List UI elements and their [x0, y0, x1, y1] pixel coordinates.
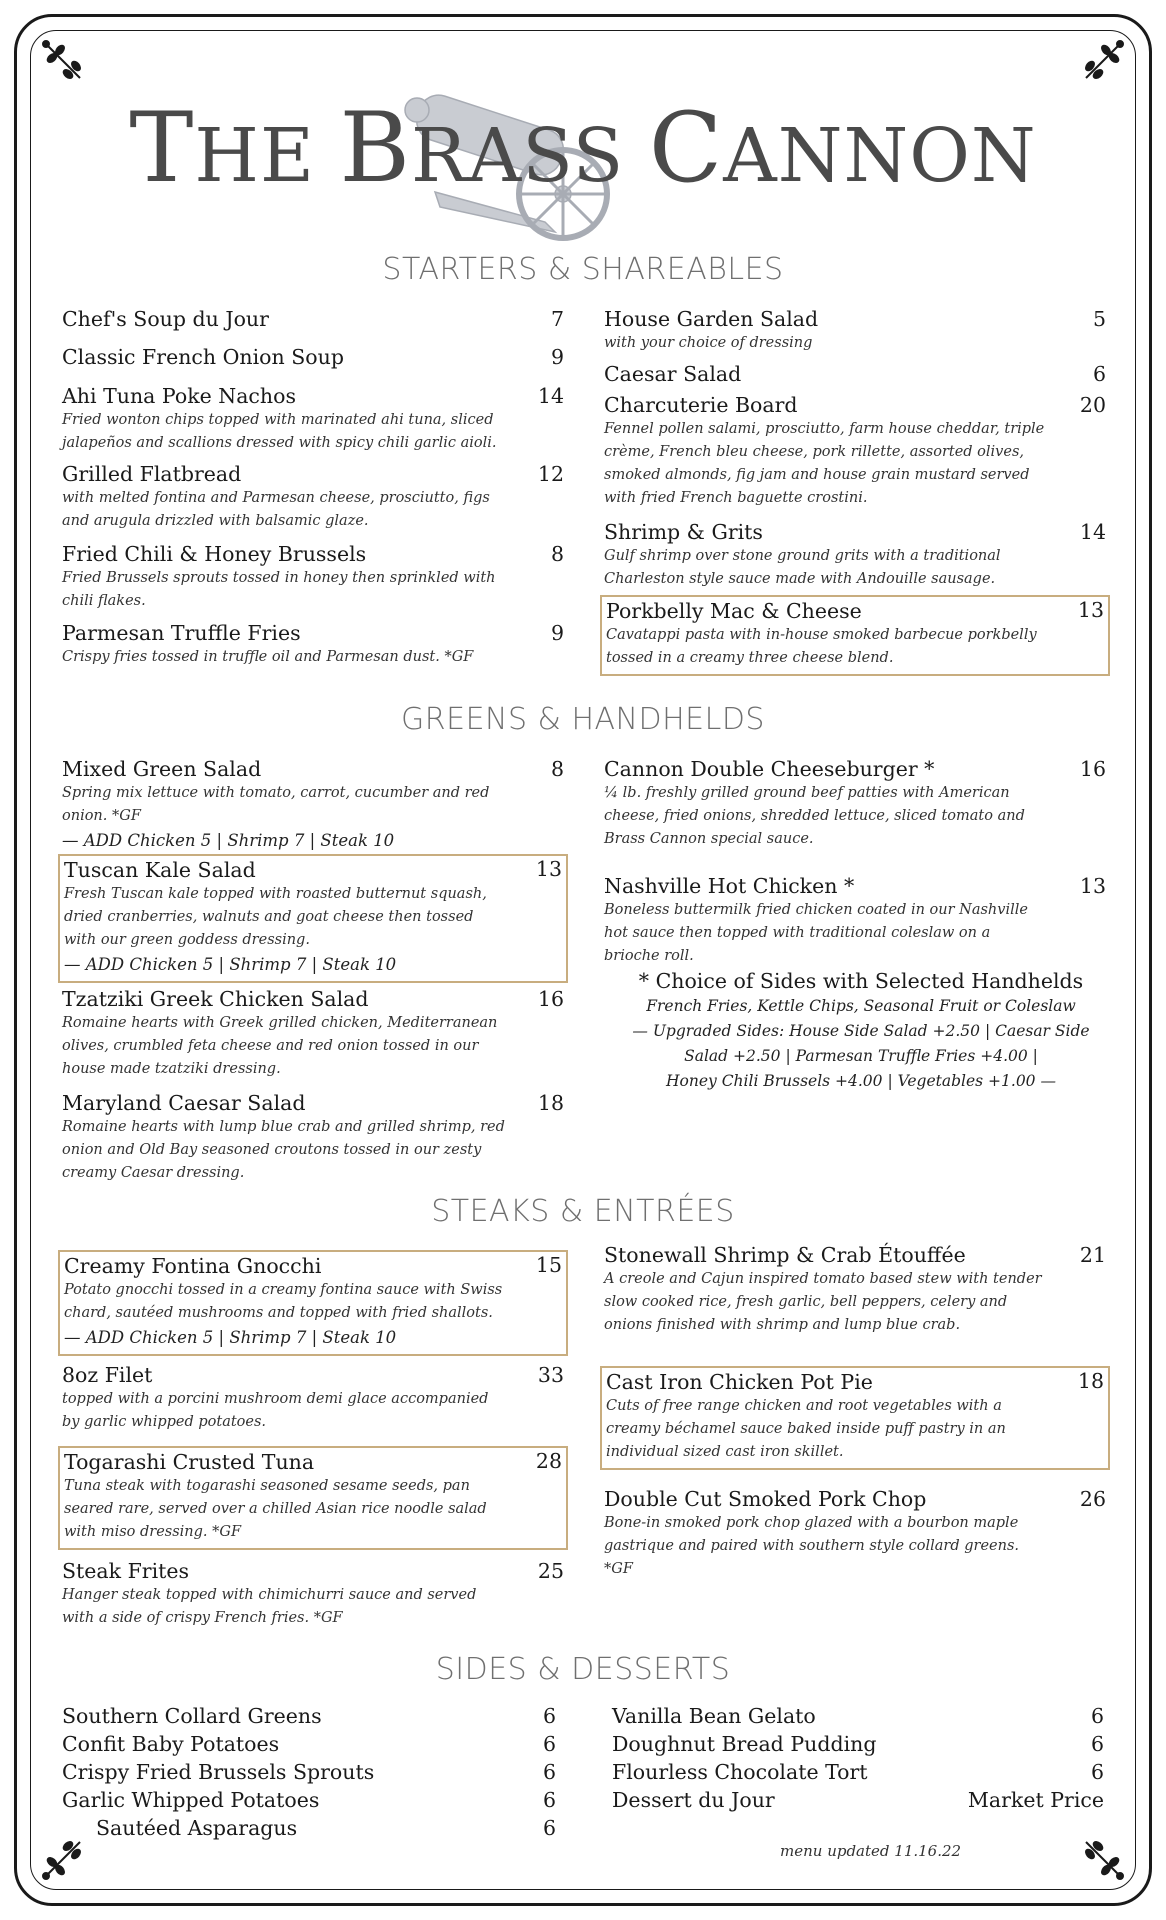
- side-item: Southern Collard Greens 6: [62, 1704, 556, 1728]
- corner-ornament-icon: [38, 1836, 86, 1884]
- menu-item-featured: Cast Iron Chicken Pot Pie 18 Cuts of free range chicken and root vegetables with a creamy béchamel sauce baked inside puff pastry in an individual sized cast iron skillet.: [600, 1366, 1110, 1470]
- dessert-item: Dessert du Jour Market Price: [612, 1788, 1104, 1812]
- menu-item: Shrimp & Grits 14 Gulf shrimp over stone ground grits with a traditional Charleston style sauce made with Andouille sausage.: [604, 520, 1106, 587]
- side-item: Garlic Whipped Potatoes 6: [62, 1788, 556, 1812]
- menu-item: Fried Chili & Honey Brussels 8 Fried Brussels sprouts tossed in honey then sprinkled with chili flakes.: [62, 542, 564, 609]
- menu-item: Classic French Onion Soup 9: [62, 345, 564, 369]
- section-title-steaks: STEAKS & ENTRÉES: [431, 1194, 735, 1229]
- restaurant-title: THE BRASS CANNON: [129, 92, 1037, 204]
- menu-item: Stonewall Shrimp & Crab Étouffée 21 A creole and Cajun inspired tomato based stew with tender slow cooked rice, fresh garlic, bell peppers, celery and onions finished with shrimp and lump blue crab.: [604, 1243, 1106, 1333]
- menu-item-featured: Togarashi Crusted Tuna 28 Tuna steak with togarashi seasoned sesame seeds, pan seared rare, served over a chilled Asian rice noodle salad with miso dressing. *GF: [58, 1446, 568, 1550]
- menu-item: Grilled Flatbread 12 with melted fontina and Parmesan cheese, prosciutto, figs and arugula drizzled with balsamic glaze.: [62, 462, 564, 529]
- menu-item: Parmesan Truffle Fries 9 Crispy fries tossed in truffle oil and Parmesan dust. *GF: [62, 621, 564, 665]
- menu-item-featured: Porkbelly Mac & Cheese 13 Cavatappi pasta with in-house smoked barbecue porkbelly tossed in a creamy three cheese blend.: [600, 595, 1110, 676]
- corner-ornament-icon: [1080, 36, 1128, 84]
- side-item: Sautéed Asparagus 6: [96, 1816, 556, 1840]
- section-title-sides: SIDES & DESSERTS: [435, 1652, 731, 1687]
- menu-item: Chef's Soup du Jour 7: [62, 307, 564, 331]
- section-title-greens: GREENS & HANDHELDS: [401, 702, 765, 737]
- menu-item: House Garden Salad 5 with your choice of dressing: [604, 307, 1106, 351]
- menu-item: Ahi Tuna Poke Nachos 14 Fried wonton chips topped with marinated ahi tuna, sliced jalapeños and scallions dressed with spicy chili garlic aioli.: [62, 384, 564, 451]
- menu-item: Charcuterie Board 20 Fennel pollen salami, prosciutto, farm house cheddar, triple crème, French bleu cheese, pork rillette, assorted olives, smoked almonds, fig jam and house grain mustard served with fried French baguette crostini.: [604, 393, 1106, 506]
- dessert-item: Vanilla Bean Gelato 6: [612, 1704, 1104, 1728]
- side-item: Crispy Fried Brussels Sprouts 6: [62, 1760, 556, 1784]
- corner-ornament-icon: [38, 36, 86, 84]
- handheld-sides-note: * Choice of Sides with Selected Handhelds French Fries, Kettle Chips, Seasonal Fruit or Coleslaw — Upgraded Sides: House Side Salad +2.50 | Caesar Side Salad +2.50 | Parmesan Truffle Fries +4.00 | Honey Chili Brussels +4.00 | Vegetables +1.00 —: [632, 969, 1090, 1090]
- menu-item: Double Cut Smoked Pork Chop 26 Bone-in smoked pork chop glazed with a bourbon maple gastrique and paired with southern style collard greens. *GF: [604, 1487, 1106, 1577]
- menu-item-featured: Creamy Fontina Gnocchi 15 Potato gnocchi tossed in a creamy fontina sauce with Swiss chard, sautéed mushrooms and topped with fried shallots. — ADD Chicken 5 | Shrimp 7 | Steak 10: [58, 1250, 568, 1356]
- dessert-item: Flourless Chocolate Tort 6: [612, 1760, 1104, 1784]
- menu-item: Steak Frites 25 Hanger steak topped with chimichurri sauce and served with a side of crispy French fries. *GF: [62, 1559, 564, 1626]
- menu-item: Nashville Hot Chicken * 13 Boneless buttermilk fried chicken coated in our Nashville hot sauce then topped with traditional coleslaw on a brioche roll.: [604, 874, 1106, 964]
- menu-item: 8oz Filet 33 topped with a porcini mushroom demi glace accompanied by garlic whipped potatoes.: [62, 1363, 564, 1430]
- menu-updated-date: menu updated 11.16.22: [780, 1842, 962, 1860]
- corner-ornament-icon: [1080, 1836, 1128, 1884]
- menu-item: Mixed Green Salad 8 Spring mix lettuce with tomato, carrot, cucumber and red onion. *GF — ADD Chicken 5 | Shrimp 7 | Steak 10: [62, 757, 564, 850]
- menu-item: Tzatziki Greek Chicken Salad 16 Romaine hearts with Greek grilled chicken, Mediterranean olives, crumbled feta cheese and red onion tossed in our house made tzatziki dressing.: [62, 987, 564, 1077]
- menu-item: Cannon Double Cheeseburger * 16 ¼ lb. freshly grilled ground beef patties with American cheese, fried onions, shredded lettuce, sliced tomato and Brass Cannon special sauce.: [604, 757, 1106, 847]
- menu-item: Caesar Salad 6: [604, 362, 1106, 386]
- dessert-item: Doughnut Bread Pudding 6: [612, 1732, 1104, 1756]
- section-title-starters: STARTERS & SHAREABLES: [382, 252, 784, 287]
- side-item: Confit Baby Potatoes 6: [62, 1732, 556, 1756]
- menu-item-featured: Tuscan Kale Salad 13 Fresh Tuscan kale topped with roasted butternut squash, dried cranberries, walnuts and goat cheese then tossed with our green goddess dressing. — ADD Chicken 5 | Shrimp 7 | Steak 10: [58, 854, 568, 983]
- menu-item: Maryland Caesar Salad 18 Romaine hearts with lump blue crab and grilled shrimp, red onion and Old Bay seasoned croutons tossed in our zesty creamy Caesar dressing.: [62, 1091, 564, 1181]
